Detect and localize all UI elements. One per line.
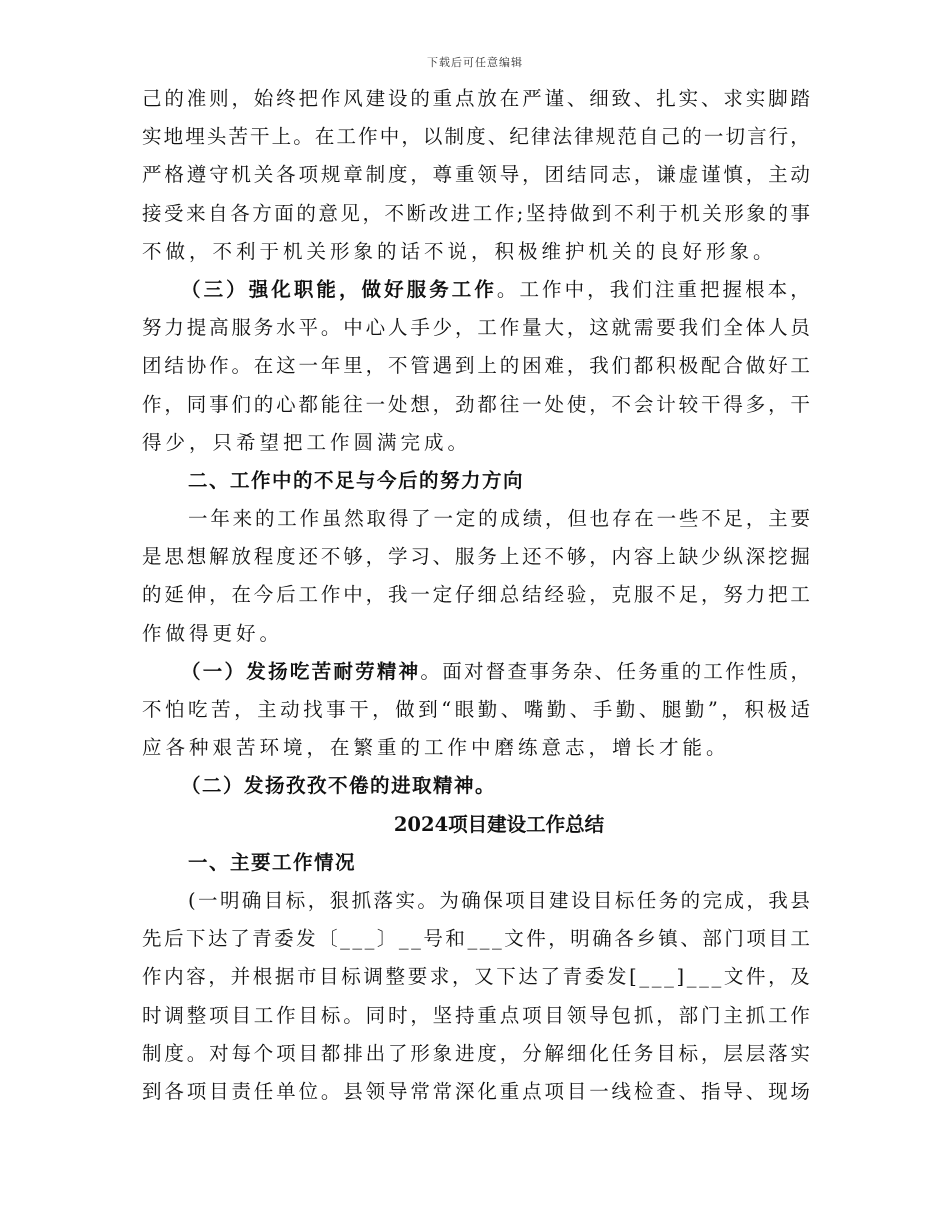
text-line <box>142 615 810 653</box>
text-line: （ 三 ） 强 化 职 能 ， 做 好 服 务 工 作 。 工 作 中 ， 我 们 注 重 把 握 根 本 ， <box>181 277 810 301</box>
text-line: （ 一 ） 发 扬 吃 苦 耐 劳 精 神 。 面 对 督 查 事 务 杂 、 任 务 重 的 工 作 性 质 ， <box>181 659 810 683</box>
text-line <box>142 844 810 882</box>
line-text: 应各种艰苦环境，在繁重的工作中磨练意志，增长才能。 <box>142 736 730 760</box>
text-line: 不 怕 吃 苦 ， 主 动 找 事 干 ， 做 到 “ 眼 勤 、 嘴 勤 、 手 勤 、 腿 勤 ” ， 积 极 适 <box>142 698 810 721</box>
text-line: 己 的 准 则 ， 始 终 把 作 风 建 设 的 重 点 放 在 严 谨 、 细 致 、 扎 实 、 求 实 脚 踏 <box>142 87 810 110</box>
line-text: 不做，不利于机关形象的话不说，积极维护机关的良好形象。 <box>142 239 777 263</box>
line-text: 得少，只希望把工作圆满完成。 <box>142 430 472 454</box>
text-line <box>142 424 810 462</box>
section-title-text: 2024项目建设工作总结 <box>393 812 605 836</box>
text-line <box>142 462 810 500</box>
text-line: 努 力 提 高 服 务 水 平 。 中 心 人 手 少 ， 工 作 量 大 ， 这 就 需 要 我 们 全 体 人 员 <box>142 316 810 340</box>
bold-heading-text: （二）发扬孜孜不倦的进取精神。 <box>181 774 497 798</box>
text-line: 时 调 整 项 目 工 作 目 标 。 同 时 ， 坚 持 重 点 项 目 领 导 包 抓 ， 部 门 主 抓 工 作 <box>142 1003 810 1027</box>
text-line: 作 内 容 ， 并 根 据 市 目 标 调 整 要 求 ， 又 下 达 了 青 委 发 [ _ _ _ ] _ _ _ 文 件 ， 及 <box>142 965 810 989</box>
section-title <box>142 806 810 844</box>
line-text: 作做得更好。 <box>142 621 284 645</box>
text-line <box>142 767 810 805</box>
document-body <box>142 80 810 1111</box>
text-line: 一 年 来 的 工 作 虽 然 取 得 了 一 定 的 成 绩 ， 但 也 存 在 一 些 不 足 ， 主 要 <box>188 507 810 531</box>
text-line: 严 格 遵 守 机 关 各 项 规 章 制 度 ， 尊 重 领 导 ， 团 结 同 志 ， 谦 虚 谨 慎 ， 主 动 <box>142 163 810 187</box>
text-line: 作 ， 同 事 们 的 心 都 能 往 一 处 想 ， 劲 都 往 一 处 使 ， 不 会 计 较 干 得 多 ， 干 <box>142 392 810 416</box>
bold-heading-text: 一、主要工作情况 <box>188 850 357 874</box>
text-line: 团 结 协 作 。 在 这 一 年 里 ， 不 管 遇 到 上 的 困 难 ， 我 们 都 积 极 配 合 做 好 工 <box>142 354 810 378</box>
text-line: ( 一 明 确 目 标 ， 狠 抓 落 实 。 为 确 保 项 目 建 设 目 标 任 务 的 完 成 ， 我 县 <box>188 888 810 912</box>
text-line <box>142 729 810 767</box>
text-line: 是 思 想 解 放 程 度 还 不 够 ， 学 习 、 服 务 上 还 不 够 ， 内 容 上 缺 少 纵 深 挖 掘 <box>142 545 810 569</box>
text-line: 的 延 伸 ， 在 今 后 工 作 中 ， 我 一 定 仔 细 总 结 经 验 ， 克 服 不 足 ， 努 力 把 工 <box>142 583 810 607</box>
text-line <box>142 233 810 271</box>
text-line: 到 各 项 目 责 任 单 位 。 县 领 导 常 常 深 化 重 点 项 目 一 线 检 查 、 指 导 、 现 场 <box>142 1079 810 1103</box>
text-line: 接 受 来 自 各 方 面 的 意 见 ， 不 断 改 进 工 作 ; 坚 持 做 到 不 利 于 机 关 形 象 的 事 <box>142 201 810 225</box>
text-line: 实 地 埋 头 苦 干 上 。 在 工 作 中 ， 以 制 度 、 纪 律 法 律 规 范 自 己 的 一 切 言 行 ， <box>142 125 810 149</box>
page-header: 下载后可任意编辑 <box>427 56 523 69</box>
bold-heading-text: 二、工作中的不足与今后的努力方向 <box>188 468 525 492</box>
text-line: 制 度 。 对 每 个 项 目 都 排 出 了 形 象 进 度 ， 分 解 细 化 任 务 目 标 ， 层 层 落 实 <box>142 1041 810 1065</box>
text-line: 先 后 下 达 了 青 委 发 〔 _ _ _ 〕 _ _ 号 和 _ _ _ 文 件 ， 明 确 各 乡 镇 、 部 门 项 目 工 <box>142 927 810 951</box>
